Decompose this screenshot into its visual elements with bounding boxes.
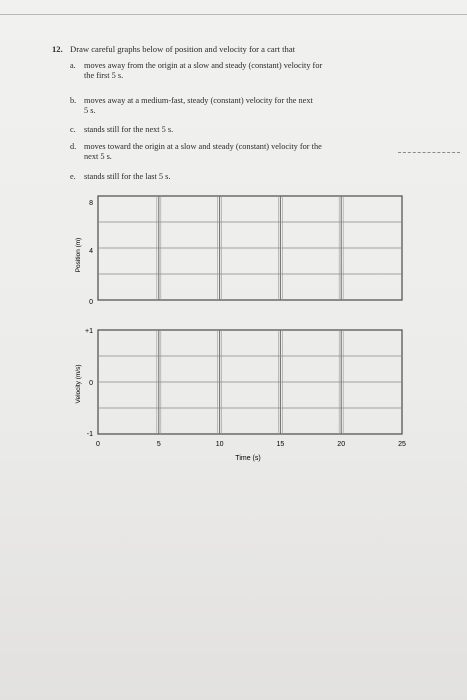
position-tick-bottom: 0: [89, 299, 93, 306]
item-text-line1: stands still for the last 5 s.: [84, 172, 171, 181]
time-tick-label: 10: [215, 441, 224, 448]
time-tick-label: 20: [337, 441, 346, 448]
item-letter: c.: [70, 125, 76, 134]
velocity-tick-bottom: -1: [86, 431, 93, 438]
velocity-tick-top: +1: [85, 328, 93, 335]
item-text-line2: the first 5 s.: [84, 70, 124, 80]
time-tick-label: 25: [398, 441, 406, 448]
position-graph: [75, 196, 402, 306]
position-tick-mid: 4: [89, 248, 93, 255]
item-letter: a.: [70, 61, 76, 70]
time-tick-label: 5: [156, 441, 161, 448]
velocity-axis-label: Velocity (m/s): [75, 364, 82, 404]
question-prompt: Draw careful graphs below of position and velocity for a cart that: [70, 44, 296, 54]
item-text-line1: stands still for the next 5 s.: [84, 125, 174, 134]
item-letter: d.: [70, 142, 77, 151]
velocity-graph: [75, 328, 406, 462]
item-letter: b.: [70, 96, 77, 105]
time-axis-label: Time (s): [235, 455, 261, 462]
item-text-line2: 5 s.: [84, 105, 96, 115]
item-text-line1: moves toward the origin at a slow and steady (constant) velocity for the: [84, 142, 322, 151]
item-letter: e.: [70, 172, 76, 181]
time-axis-ticks: [96, 441, 406, 448]
item-text-line1: moves away at a medium-fast, steady (constant) velocity for the next: [84, 96, 313, 105]
item-text-line2: next 5 s.: [84, 151, 112, 161]
velocity-tick-mid: 0: [89, 380, 93, 387]
item-text-line1: moves away from the origin at a slow and steady (constant) velocity for: [84, 61, 323, 70]
velocity-grid: [98, 330, 402, 434]
question-number: 12.: [52, 44, 63, 54]
time-tick-label: 15: [276, 441, 285, 448]
time-tick-label: 0: [96, 441, 100, 448]
position-tick-top: 8: [89, 200, 93, 207]
position-axis-label: Position (m): [75, 237, 82, 273]
position-grid: [98, 196, 402, 300]
